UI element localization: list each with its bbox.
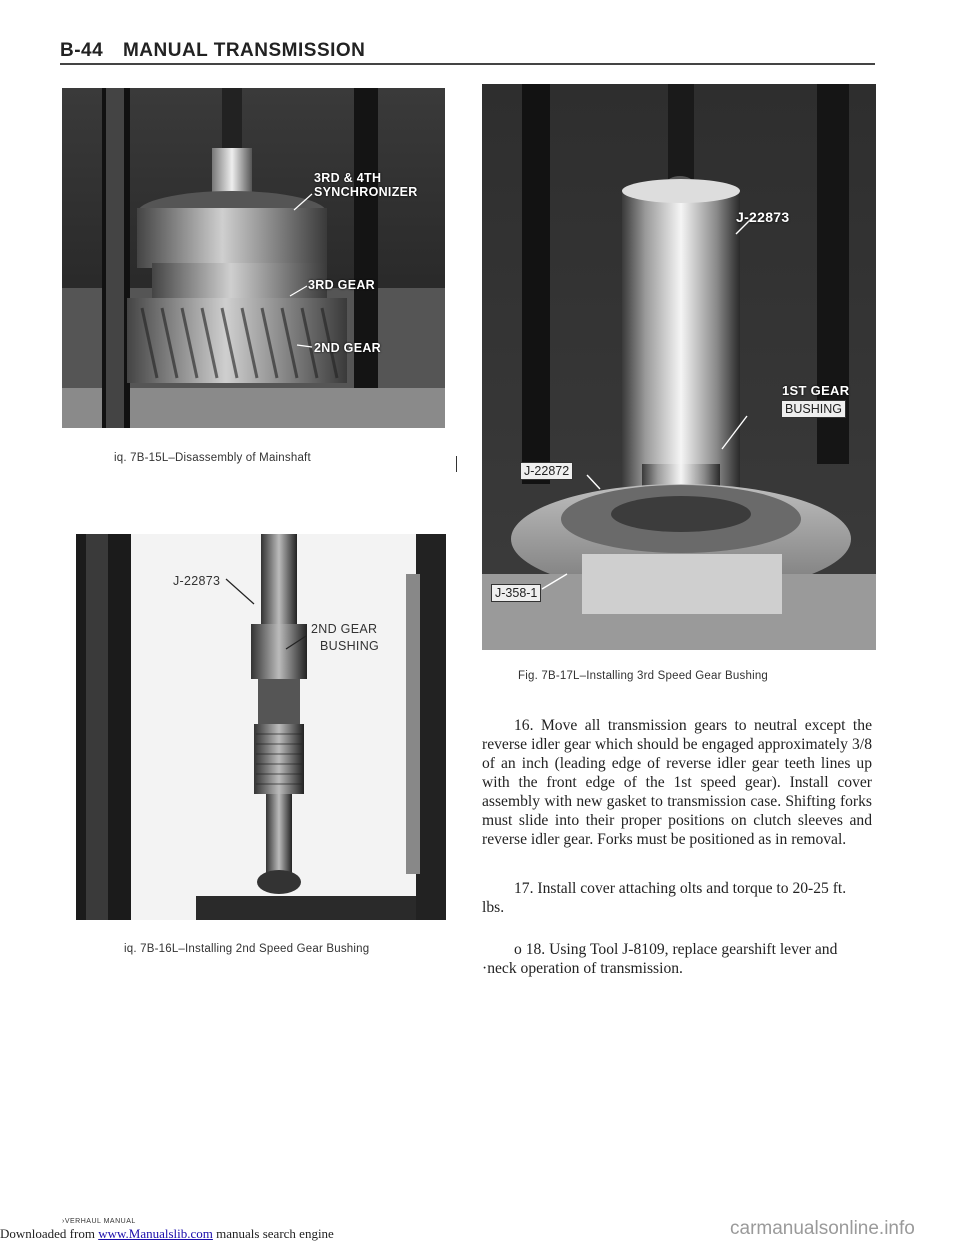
- mainshaft-illustration: [62, 88, 445, 428]
- download-prefix: Downloaded from: [0, 1226, 95, 1241]
- label-tool-j3581: J-358-1: [491, 584, 541, 602]
- header-rule: [60, 63, 875, 65]
- label-2nd-gear-bushing-line2: BUSHING: [320, 639, 380, 653]
- second-gear-bushing-illustration: [76, 534, 446, 920]
- third-gear-bushing-illustration: [482, 84, 876, 650]
- overhaul-manual-label: ›VERHAUL MANUAL: [62, 1218, 136, 1225]
- figure-bushing-photo-3rd: [482, 84, 876, 650]
- step-18-line1: o 18. Using Tool J-8109, replace gearshift lever and: [514, 941, 838, 958]
- step-18-paragraph: [482, 940, 872, 978]
- watermark: carmanualsonline.info: [730, 1218, 915, 1239]
- figure-caption-17: Fig. 7B-17L–Installing 3rd Speed Gear Bushing: [518, 670, 769, 682]
- figure-bushing-photo-2nd: [76, 534, 446, 920]
- section-title: MANUAL TRANSMISSION: [122, 40, 366, 61]
- manualslib-link[interactable]: www.Manualslib.com: [98, 1226, 213, 1241]
- label-1st-gear-bushing: BUSHING: [781, 400, 846, 418]
- label-second-gear: 2ND GEAR: [314, 341, 381, 355]
- step-18-line2: ·neck operation of transmission.: [482, 960, 683, 977]
- step-17-paragraph: [482, 879, 872, 917]
- download-suffix: manuals search engine: [216, 1226, 334, 1241]
- step-17-line1: 17. Install cover attaching olts and torque to 20-25 ft.: [514, 880, 847, 897]
- step-17-line2: lbs.: [482, 899, 505, 916]
- page-header: [60, 40, 365, 62]
- label-tool-j22872: J-22872: [520, 462, 573, 480]
- label-1st-gear-line1: 1ST GEAR: [782, 383, 850, 398]
- step-16-paragraph: [482, 716, 872, 849]
- page-number: B-44: [60, 40, 104, 61]
- label-tool-j22873-top: J-22873: [736, 209, 790, 225]
- step-16-text: 16. Move all transmission gears to neutral except the reverse idler gear which should be engaged approximately 3/8 of an inch (leading edge of reverse idler gear teeth lines up with the front edge of the 1st speed gear). Install cover assembly with new gasket to transmission case. Shifting forks must slide into their proper positions on clutch sleeves and reverse idler gear. Forks must be positioned as in removal.: [482, 717, 872, 848]
- download-footer: [0, 1226, 334, 1242]
- label-tool-j22873: J-22873: [173, 574, 221, 588]
- figure-caption-16: iq. 7B-16L–Installing 2nd Speed Gear Bushing: [124, 943, 370, 955]
- figure-mainshaft-photo: [62, 88, 445, 428]
- label-2nd-gear-bushing-line1: 2ND GEAR: [311, 622, 378, 636]
- label-third-gear: 3RD GEAR: [308, 278, 375, 292]
- figure-marker-tick: [456, 456, 457, 472]
- label-synchronizer-line2: SYNCHRONIZER: [314, 185, 418, 199]
- figure-caption-15: iq. 7B-15L–Disassembly of Mainshaft: [114, 452, 311, 464]
- label-synchronizer-line1: 3RD & 4TH: [314, 171, 382, 185]
